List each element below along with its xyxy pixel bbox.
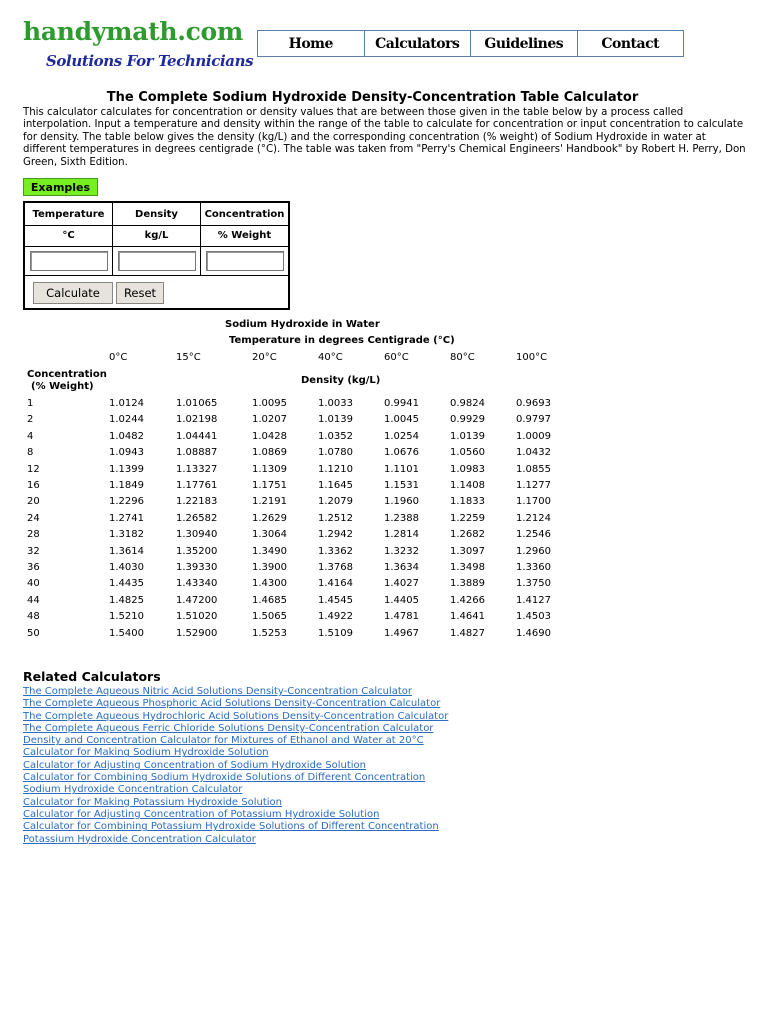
concentration-cell: 44 <box>27 594 40 606</box>
examples-button[interactable]: Examples <box>23 178 98 196</box>
related-link[interactable]: Calculator for Making Potassium Hydroxide Solution <box>23 796 282 808</box>
density-cell: 1.43340 <box>176 578 218 590</box>
density-cell: 1.0045 <box>384 414 419 426</box>
related-link[interactable]: The Complete Aqueous Ferric Chloride Solutions Density-Concentration Calculator <box>23 722 434 734</box>
density-cell: 1.4300 <box>252 578 287 590</box>
related-link[interactable]: Calculator for Combining Sodium Hydroxide Solutions of Different Concentration <box>23 772 426 784</box>
density-cell: 1.52900 <box>176 627 218 639</box>
density-cell: 1.0432 <box>516 447 551 459</box>
calculate-button[interactable]: Calculate <box>33 282 113 304</box>
related-link[interactable]: The Complete Aqueous Phosphoric Acid Solutions Density-Concentration Calculator <box>23 698 441 710</box>
density-cell: 0.9824 <box>450 398 485 409</box>
density-cell: 1.0428 <box>252 430 287 442</box>
density-cell: 1.5210 <box>109 611 144 623</box>
density-cell: 1.0983 <box>450 463 485 475</box>
density-cell: 1.1700 <box>516 496 551 508</box>
site-tagline: Solutions For Technicians <box>46 52 254 70</box>
density-cell: 1.0352 <box>318 430 353 442</box>
density-cell: 1.4545 <box>318 594 353 606</box>
density-cell: 1.0869 <box>252 447 287 459</box>
concentration-cell: 40 <box>27 578 40 590</box>
density-cell: 1.3362 <box>318 545 353 557</box>
nav-contact[interactable]: Contact <box>577 31 684 56</box>
density-cell: 1.3900 <box>252 562 287 573</box>
density-cell: 1.3614 <box>109 545 144 557</box>
concentration-row-header-unit: (% Weight) <box>31 381 94 392</box>
related-link[interactable]: Sodium Hydroxide Concentration Calculator <box>23 784 243 796</box>
concentration-input[interactable] <box>206 251 284 271</box>
density-cell: 1.4164 <box>318 578 353 590</box>
density-cell: 1.02198 <box>176 414 218 426</box>
density-cell: 1.2388 <box>384 512 419 524</box>
density-cell: 0.9929 <box>450 414 485 426</box>
concentration-row-header: Concentration <box>27 369 107 380</box>
density-cell: 1.5253 <box>252 627 287 639</box>
density-cell: 1.4127 <box>516 594 551 606</box>
density-label: Density (kg/L) <box>301 375 381 386</box>
top-nav <box>257 30 684 57</box>
density-cell: 1.2814 <box>384 529 419 541</box>
related-heading: Related Calculators <box>23 669 161 684</box>
temp-header-80: 80°C <box>450 352 475 363</box>
density-cell: 1.1277 <box>516 480 551 491</box>
density-cell: 1.39330 <box>176 562 218 573</box>
density-cell: 1.0139 <box>450 430 485 442</box>
density-cell: 1.4827 <box>450 627 485 639</box>
calculator-units-row <box>25 225 288 247</box>
density-cell: 1.2741 <box>109 512 144 524</box>
reset-button[interactable]: Reset <box>116 282 164 304</box>
calculator-header-row <box>25 203 288 226</box>
temp-header-20: 20°C <box>252 352 277 363</box>
concentration-unit: % Weight <box>217 230 272 241</box>
concentration-cell: 16 <box>27 480 40 491</box>
density-cell: 1.3490 <box>252 545 287 557</box>
nav-home[interactable]: Home <box>288 35 333 52</box>
density-cell: 1.26582 <box>176 512 218 524</box>
density-cell: 1.3889 <box>450 578 485 590</box>
density-cell: 1.08887 <box>176 447 218 459</box>
density-cell: 1.0124 <box>109 398 144 409</box>
concentration-cell: 2 <box>27 414 34 426</box>
density-cell: 1.13327 <box>176 463 218 475</box>
density-cell: 0.9941 <box>384 398 419 409</box>
density-cell: 1.2191 <box>252 496 287 508</box>
density-cell: 1.3097 <box>450 545 485 557</box>
density-cell: 1.2296 <box>109 496 144 508</box>
related-link[interactable]: Calculator for Adjusting Concentration of Sodium Hydroxide Solution <box>23 759 366 771</box>
nav-guidelines[interactable]: Guidelines <box>470 31 577 56</box>
density-cell: 1.35200 <box>176 545 218 557</box>
density-cell: 1.1531 <box>384 480 419 491</box>
density-cell: 1.3768 <box>318 562 353 573</box>
concentration-header: Concentration <box>204 208 285 220</box>
density-cell: 1.2682 <box>450 529 485 541</box>
concentration-cell: 12 <box>27 463 40 475</box>
density-cell: 1.4922 <box>318 611 353 623</box>
density-cell: 1.4027 <box>384 578 419 590</box>
density-cell: 1.4781 <box>384 611 419 623</box>
density-cell: 1.0095 <box>252 398 287 409</box>
density-input[interactable] <box>118 251 196 271</box>
density-cell: 1.5065 <box>252 611 287 623</box>
density-cell: 1.3064 <box>252 529 287 541</box>
table-subtitle: Temperature in degrees Centigrade (°C) <box>229 335 455 346</box>
density-cell: 1.3182 <box>109 529 144 541</box>
density-header: Density <box>113 203 201 225</box>
concentration-cell: 48 <box>27 611 40 623</box>
temperature-unit: °C <box>25 225 113 246</box>
density-cell: 1.0254 <box>384 430 419 442</box>
density-cell: 1.2942 <box>318 529 353 541</box>
density-cell: 1.4030 <box>109 562 144 573</box>
temp-header-60: 60°C <box>384 352 409 363</box>
concentration-cell: 24 <box>27 512 40 524</box>
density-cell: 1.0009 <box>516 430 551 442</box>
density-cell: 1.1408 <box>450 480 485 491</box>
density-cell: 1.5400 <box>109 627 144 639</box>
temp-header-40: 40°C <box>318 352 343 363</box>
density-cell: 1.2259 <box>450 512 485 524</box>
density-cell: 1.0943 <box>109 447 144 459</box>
related-link[interactable]: The Complete Aqueous Nitric Acid Solutions Density-Concentration Calculator <box>23 686 412 697</box>
density-cell: 1.4825 <box>109 594 144 606</box>
temp-header-0: 0°C <box>109 352 128 363</box>
density-cell: 1.17761 <box>176 480 218 491</box>
density-unit: kg/L <box>113 225 201 246</box>
density-cell: 1.4503 <box>516 611 551 623</box>
density-cell: 1.2546 <box>516 529 551 541</box>
calculator-input-row <box>25 246 288 276</box>
temperature-header: Temperature <box>25 203 113 225</box>
temperature-input-cell <box>25 246 113 275</box>
intro-text: This calculator calculates for concentration or density values that are between those given in the table below by a process called interpolation. Input a temperature and density within the range of the table to calculate for concentration or input concentration to calculate for density. The table below gives the density (kg/L) and the corresponding concentration (% weight) of Sodium Hydroxide in water at different temperatures in degrees centigrade (°C). The table was taken from "Perry's Chemical Engineers' Handbook" by Robert H. Perry, Don Green, Sixth Edition. <box>23 107 746 168</box>
density-cell: 1.2629 <box>252 512 287 524</box>
density-cell: 1.1101 <box>384 463 419 475</box>
density-cell: 1.4641 <box>450 611 485 623</box>
concentration-cell: 1 <box>27 398 34 409</box>
temp-header-15: 15°C <box>176 352 201 363</box>
related-link[interactable]: Potassium Hydroxide Concentration Calculator <box>23 833 256 845</box>
density-cell: 1.1645 <box>318 480 353 491</box>
density-cell: 1.0033 <box>318 398 353 409</box>
density-cell: 1.4405 <box>384 594 419 606</box>
concentration-cell: 32 <box>27 545 40 557</box>
site-logo[interactable]: handymath.com <box>23 17 244 46</box>
density-cell: 1.2960 <box>516 545 551 557</box>
page-title: The Complete Sodium Hydroxide Density-Concentration Table Calculator <box>106 90 639 105</box>
related-link[interactable]: The Complete Aqueous Hydrochloric Acid Solutions Density-Concentration Calculator <box>23 710 449 722</box>
temp-header-100: 100°C <box>516 352 548 363</box>
concentration-cell: 28 <box>27 529 40 541</box>
density-cell: 1.4967 <box>384 627 419 639</box>
density-cell: 1.1210 <box>318 463 353 475</box>
table-title: Sodium Hydroxide in Water <box>225 319 380 330</box>
density-cell: 1.1960 <box>384 496 419 508</box>
concentration-cell: 4 <box>27 430 34 442</box>
density-cell: 1.0560 <box>450 447 485 459</box>
concentration-cell: 36 <box>27 562 40 573</box>
density-cell: 1.0139 <box>318 414 353 426</box>
density-cell: 1.3750 <box>516 578 551 590</box>
density-cell: 1.0676 <box>384 447 419 459</box>
density-cell: 1.1399 <box>109 463 144 475</box>
density-cell: 1.3360 <box>516 562 551 573</box>
density-cell: 1.0207 <box>252 414 287 426</box>
density-cell: 1.2079 <box>318 496 353 508</box>
density-cell: 1.1751 <box>252 480 287 491</box>
density-cell: 1.30940 <box>176 529 218 541</box>
density-cell: 0.9693 <box>516 398 551 409</box>
density-cell: 1.1849 <box>109 480 144 491</box>
temperature-input[interactable] <box>30 251 108 271</box>
concentration-cell: 8 <box>27 447 34 459</box>
related-link[interactable]: Calculator for Combining Potassium Hydroxide Solutions of Different Concentration <box>23 821 439 833</box>
density-cell: 1.1309 <box>252 463 287 475</box>
density-cell: 1.5109 <box>318 627 353 639</box>
density-cell: 1.3634 <box>384 562 419 573</box>
density-cell: 1.4690 <box>516 627 551 639</box>
density-cell: 1.01065 <box>176 398 218 409</box>
related-links <box>23 686 448 846</box>
concentration-input-cell <box>201 246 288 275</box>
density-cell: 1.04441 <box>176 430 218 442</box>
density-cell: 1.0780 <box>318 447 353 459</box>
density-cell: 1.3498 <box>450 562 485 573</box>
density-cell: 1.2512 <box>318 512 353 524</box>
density-cell: 1.4435 <box>109 578 144 590</box>
density-cell: 1.22183 <box>176 496 218 508</box>
related-link[interactable]: Density and Concentration Calculator for Mixtures of Ethanol and Water at 20°C <box>23 735 424 747</box>
density-input-cell <box>113 246 201 275</box>
density-cell: 1.1833 <box>450 496 485 508</box>
nav-calculators[interactable]: Calculators <box>364 31 471 56</box>
density-cell: 1.0482 <box>109 430 144 442</box>
related-link[interactable]: Calculator for Adjusting Concentration of Potassium Hydroxide Solution <box>23 808 380 820</box>
calculator-form <box>23 201 290 310</box>
density-cell: 1.0244 <box>109 414 144 426</box>
density-cell: 1.3232 <box>384 545 419 557</box>
density-cell: 0.9797 <box>516 414 551 426</box>
density-cell: 1.0855 <box>516 463 551 475</box>
related-link[interactable]: Calculator for Making Sodium Hydroxide Solution <box>23 747 269 759</box>
concentration-cell: 20 <box>27 496 40 508</box>
density-cell: 1.4685 <box>252 594 287 606</box>
density-cell: 1.4266 <box>450 594 485 606</box>
concentration-cell: 50 <box>27 627 40 639</box>
density-cell: 1.2124 <box>516 512 551 524</box>
density-cell: 1.47200 <box>176 594 218 606</box>
density-cell: 1.51020 <box>176 611 218 623</box>
